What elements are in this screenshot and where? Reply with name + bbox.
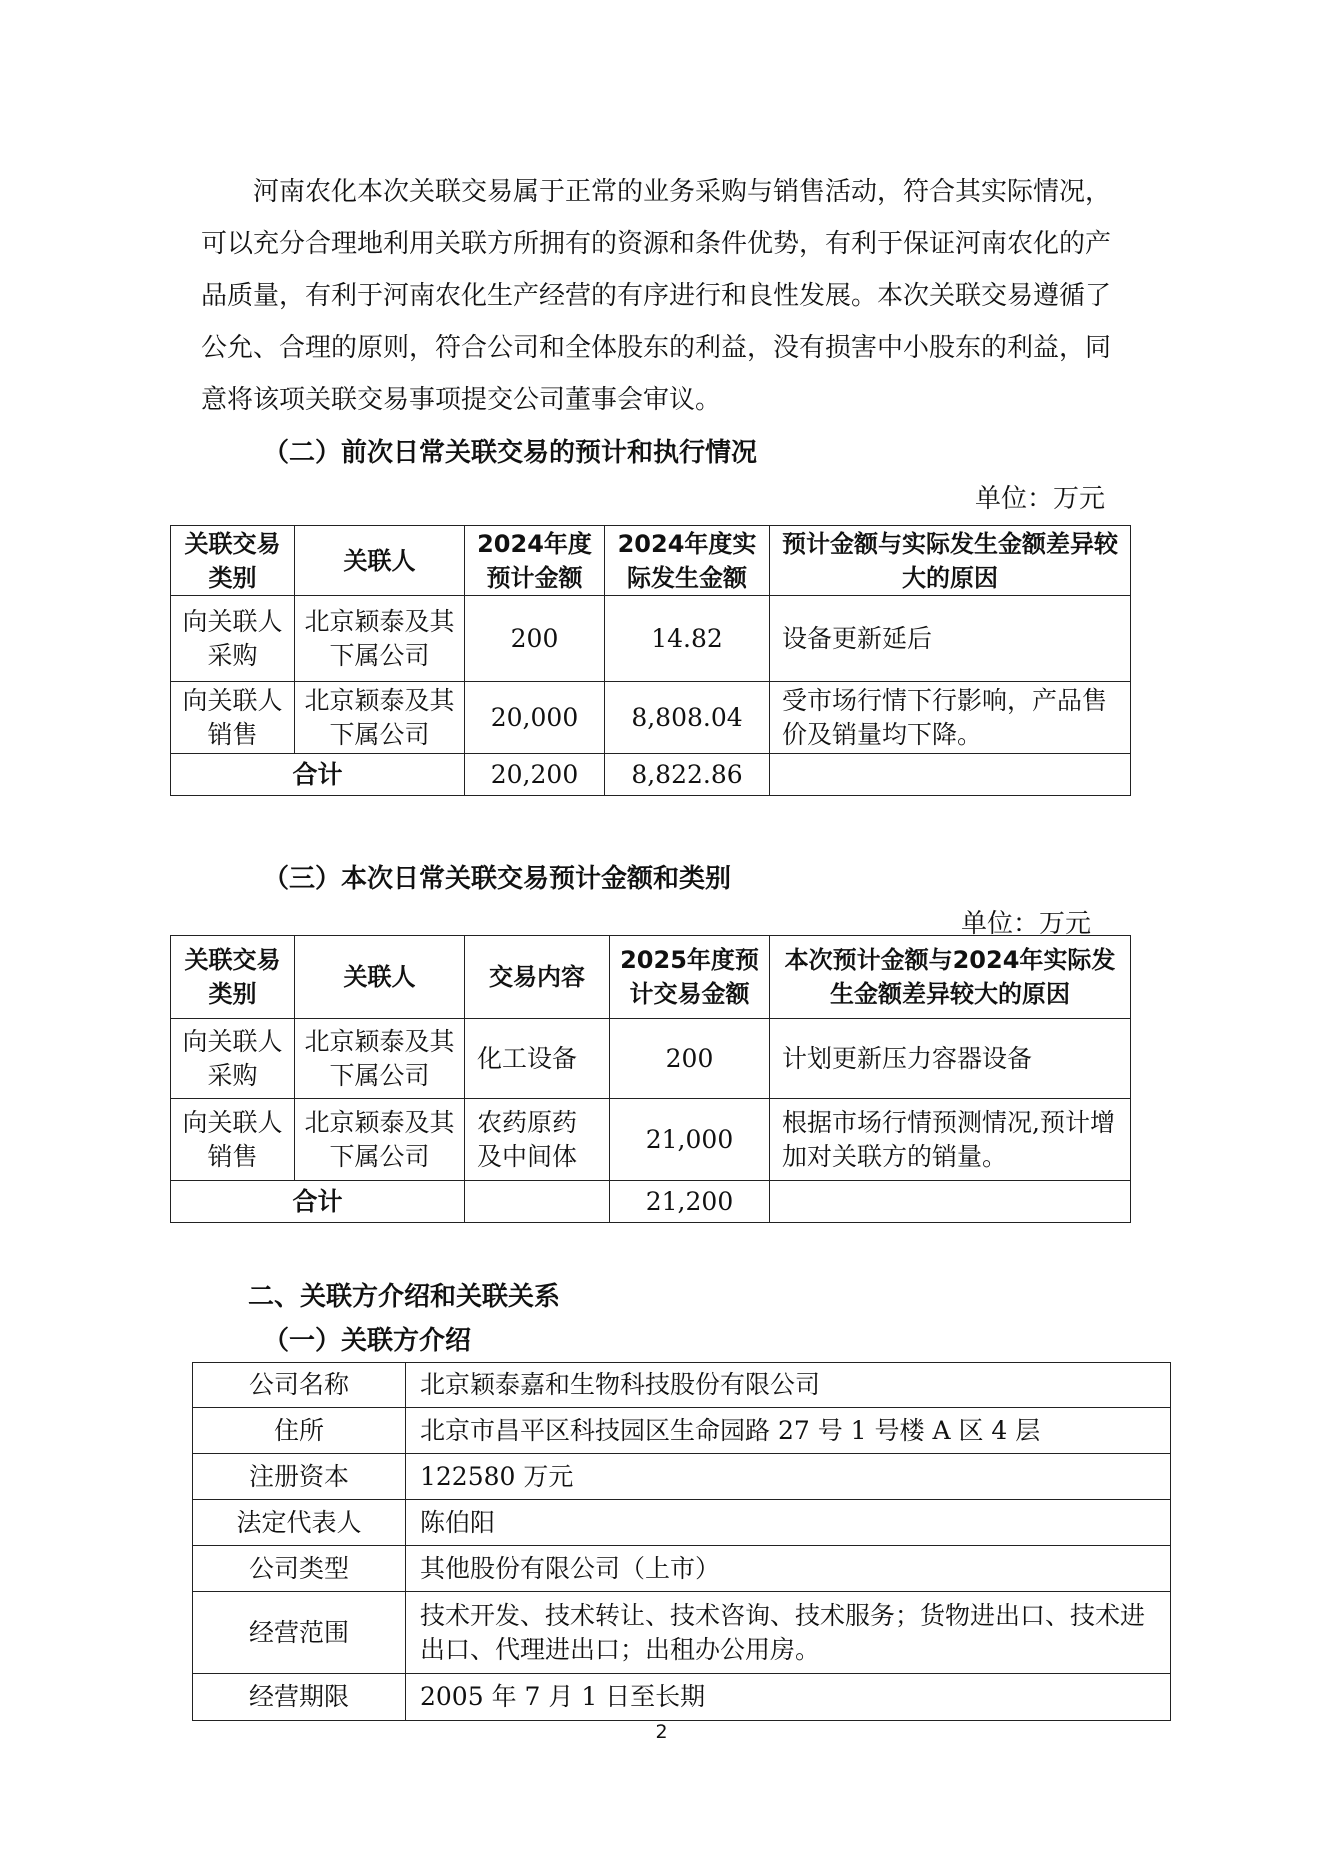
cell-planned: 20,000 (465, 682, 605, 754)
column-header: 2025年度预计交易金额 (610, 936, 770, 1019)
table-row (171, 1019, 1131, 1099)
cell-reason: 根据市场行情预测情况,预计增加对关联方的销量。 (770, 1099, 1131, 1181)
paragraph-line: 意将该项关联交易事项提交公司董事会审议。 (201, 385, 722, 415)
paragraph-line: 品质量，有利于河南农化生产经营的有序进行和良性发展。本次关联交易遵循了 (201, 281, 1112, 311)
prev-transactions-table (170, 525, 1131, 796)
cell-total-amount: 21,200 (610, 1181, 770, 1223)
subsection-heading: （一）关联方介绍 (263, 1326, 472, 1356)
cell-total-actual: 8,822.86 (605, 754, 770, 796)
cell-party: 北京颖泰及其下属公司 (295, 682, 465, 754)
section-heading-two: 二、关联方介绍和关联关系 (248, 1282, 561, 1312)
company-info-table (192, 1362, 1171, 1721)
table-total-row (171, 1181, 1131, 1223)
cell-actual: 14.82 (605, 596, 770, 682)
cell-party: 北京颖泰及其下属公司 (295, 1099, 465, 1181)
table-row (171, 1099, 1131, 1181)
cell-reason: 设备更新延后 (770, 596, 1131, 682)
column-header: 交易内容 (465, 936, 610, 1019)
cell-party: 北京颖泰及其下属公司 (295, 1019, 465, 1099)
table-header-row (171, 936, 1131, 1019)
info-row (193, 1408, 1171, 1454)
column-header: 关联人 (295, 526, 465, 596)
info-label: 住所 (193, 1408, 406, 1454)
table-row (171, 682, 1131, 754)
cell-total-planned: 20,200 (465, 754, 605, 796)
section-heading-curr: （三）本次日常关联交易预计金额和类别 (263, 864, 732, 894)
column-header: 关联交易类别 (171, 526, 295, 596)
cell-party: 北京颖泰及其下属公司 (295, 596, 465, 682)
info-value: 技术开发、技术转让、技术咨询、技术服务；货物进出口、技术进出口、代理进出口；出租办公用房。 (406, 1592, 1171, 1674)
curr-transactions-table (170, 935, 1131, 1223)
cell-type: 向关联人销售 (171, 682, 295, 754)
cell-total-label: 合计 (171, 754, 465, 796)
cell-total-reason (770, 1181, 1131, 1223)
table-row (171, 596, 1131, 682)
info-label: 经营范围 (193, 1592, 406, 1674)
column-header: 关联交易类别 (171, 936, 295, 1019)
cell-reason: 受市场行情下行影响，产品售价及销量均下降。 (770, 682, 1131, 754)
column-header: 2024年度实际发生金额 (605, 526, 770, 596)
paragraph-line: 公允、合理的原则，符合公司和全体股东的利益，没有损害中小股东的利益，同 (201, 333, 1112, 363)
cell-total-content (465, 1181, 610, 1223)
info-label: 注册资本 (193, 1454, 406, 1500)
cell-amount: 21,000 (610, 1099, 770, 1181)
cell-amount: 200 (610, 1019, 770, 1099)
column-header: 本次预计金额与2024年实际发生金额差异较大的原因 (770, 936, 1131, 1019)
column-header: 2024年度预计金额 (465, 526, 605, 596)
info-row (193, 1592, 1171, 1674)
info-row (193, 1546, 1171, 1592)
info-row (193, 1674, 1171, 1721)
page-number: 2 (655, 1721, 668, 1743)
info-row (193, 1363, 1171, 1408)
info-label: 公司类型 (193, 1546, 406, 1592)
cell-actual: 8,808.04 (605, 682, 770, 754)
cell-content: 化工设备 (465, 1019, 610, 1099)
info-value: 北京颖泰嘉和生物科技股份有限公司 (406, 1363, 1171, 1408)
info-value: 122580 万元 (406, 1454, 1171, 1500)
table-total-row (171, 754, 1131, 796)
column-header: 关联人 (295, 936, 465, 1019)
column-header: 预计金额与实际发生金额差异较大的原因 (770, 526, 1131, 596)
paragraph-line: 河南农化本次关联交易属于正常的业务采购与销售活动，符合其实际情况， (201, 177, 1112, 207)
cell-reason: 计划更新压力容器设备 (770, 1019, 1131, 1099)
cell-total-label: 合计 (171, 1181, 465, 1223)
cell-type: 向关联人销售 (171, 1099, 295, 1181)
info-value: 北京市昌平区科技园区生命园路 27 号 1 号楼 A 区 4 层 (406, 1408, 1171, 1454)
table-header-row (171, 526, 1131, 596)
section-heading-prev: （二）前次日常关联交易的预计和执行情况 (263, 438, 758, 468)
info-value: 2005 年 7 月 1 日至长期 (406, 1674, 1171, 1721)
info-row (193, 1454, 1171, 1500)
cell-planned: 200 (465, 596, 605, 682)
info-value: 陈伯阳 (406, 1500, 1171, 1546)
cell-content: 农药原药及中间体 (465, 1099, 610, 1181)
paragraph-line: 可以充分合理地利用关联方所拥有的资源和条件优势，有利于保证河南农化的产 (201, 229, 1112, 259)
unit-label-prev: 单位：万元 (975, 484, 1106, 514)
cell-type: 向关联人采购 (171, 1019, 295, 1099)
info-label: 经营期限 (193, 1674, 406, 1721)
cell-total-reason (770, 754, 1131, 796)
cell-type: 向关联人采购 (171, 596, 295, 682)
info-row (193, 1500, 1171, 1546)
info-value: 其他股份有限公司（上市） (406, 1546, 1171, 1592)
info-label: 公司名称 (193, 1363, 406, 1408)
info-label: 法定代表人 (193, 1500, 406, 1546)
intro-paragraph (201, 166, 1131, 426)
unit-label-curr: 单位：万元 (961, 909, 1092, 939)
